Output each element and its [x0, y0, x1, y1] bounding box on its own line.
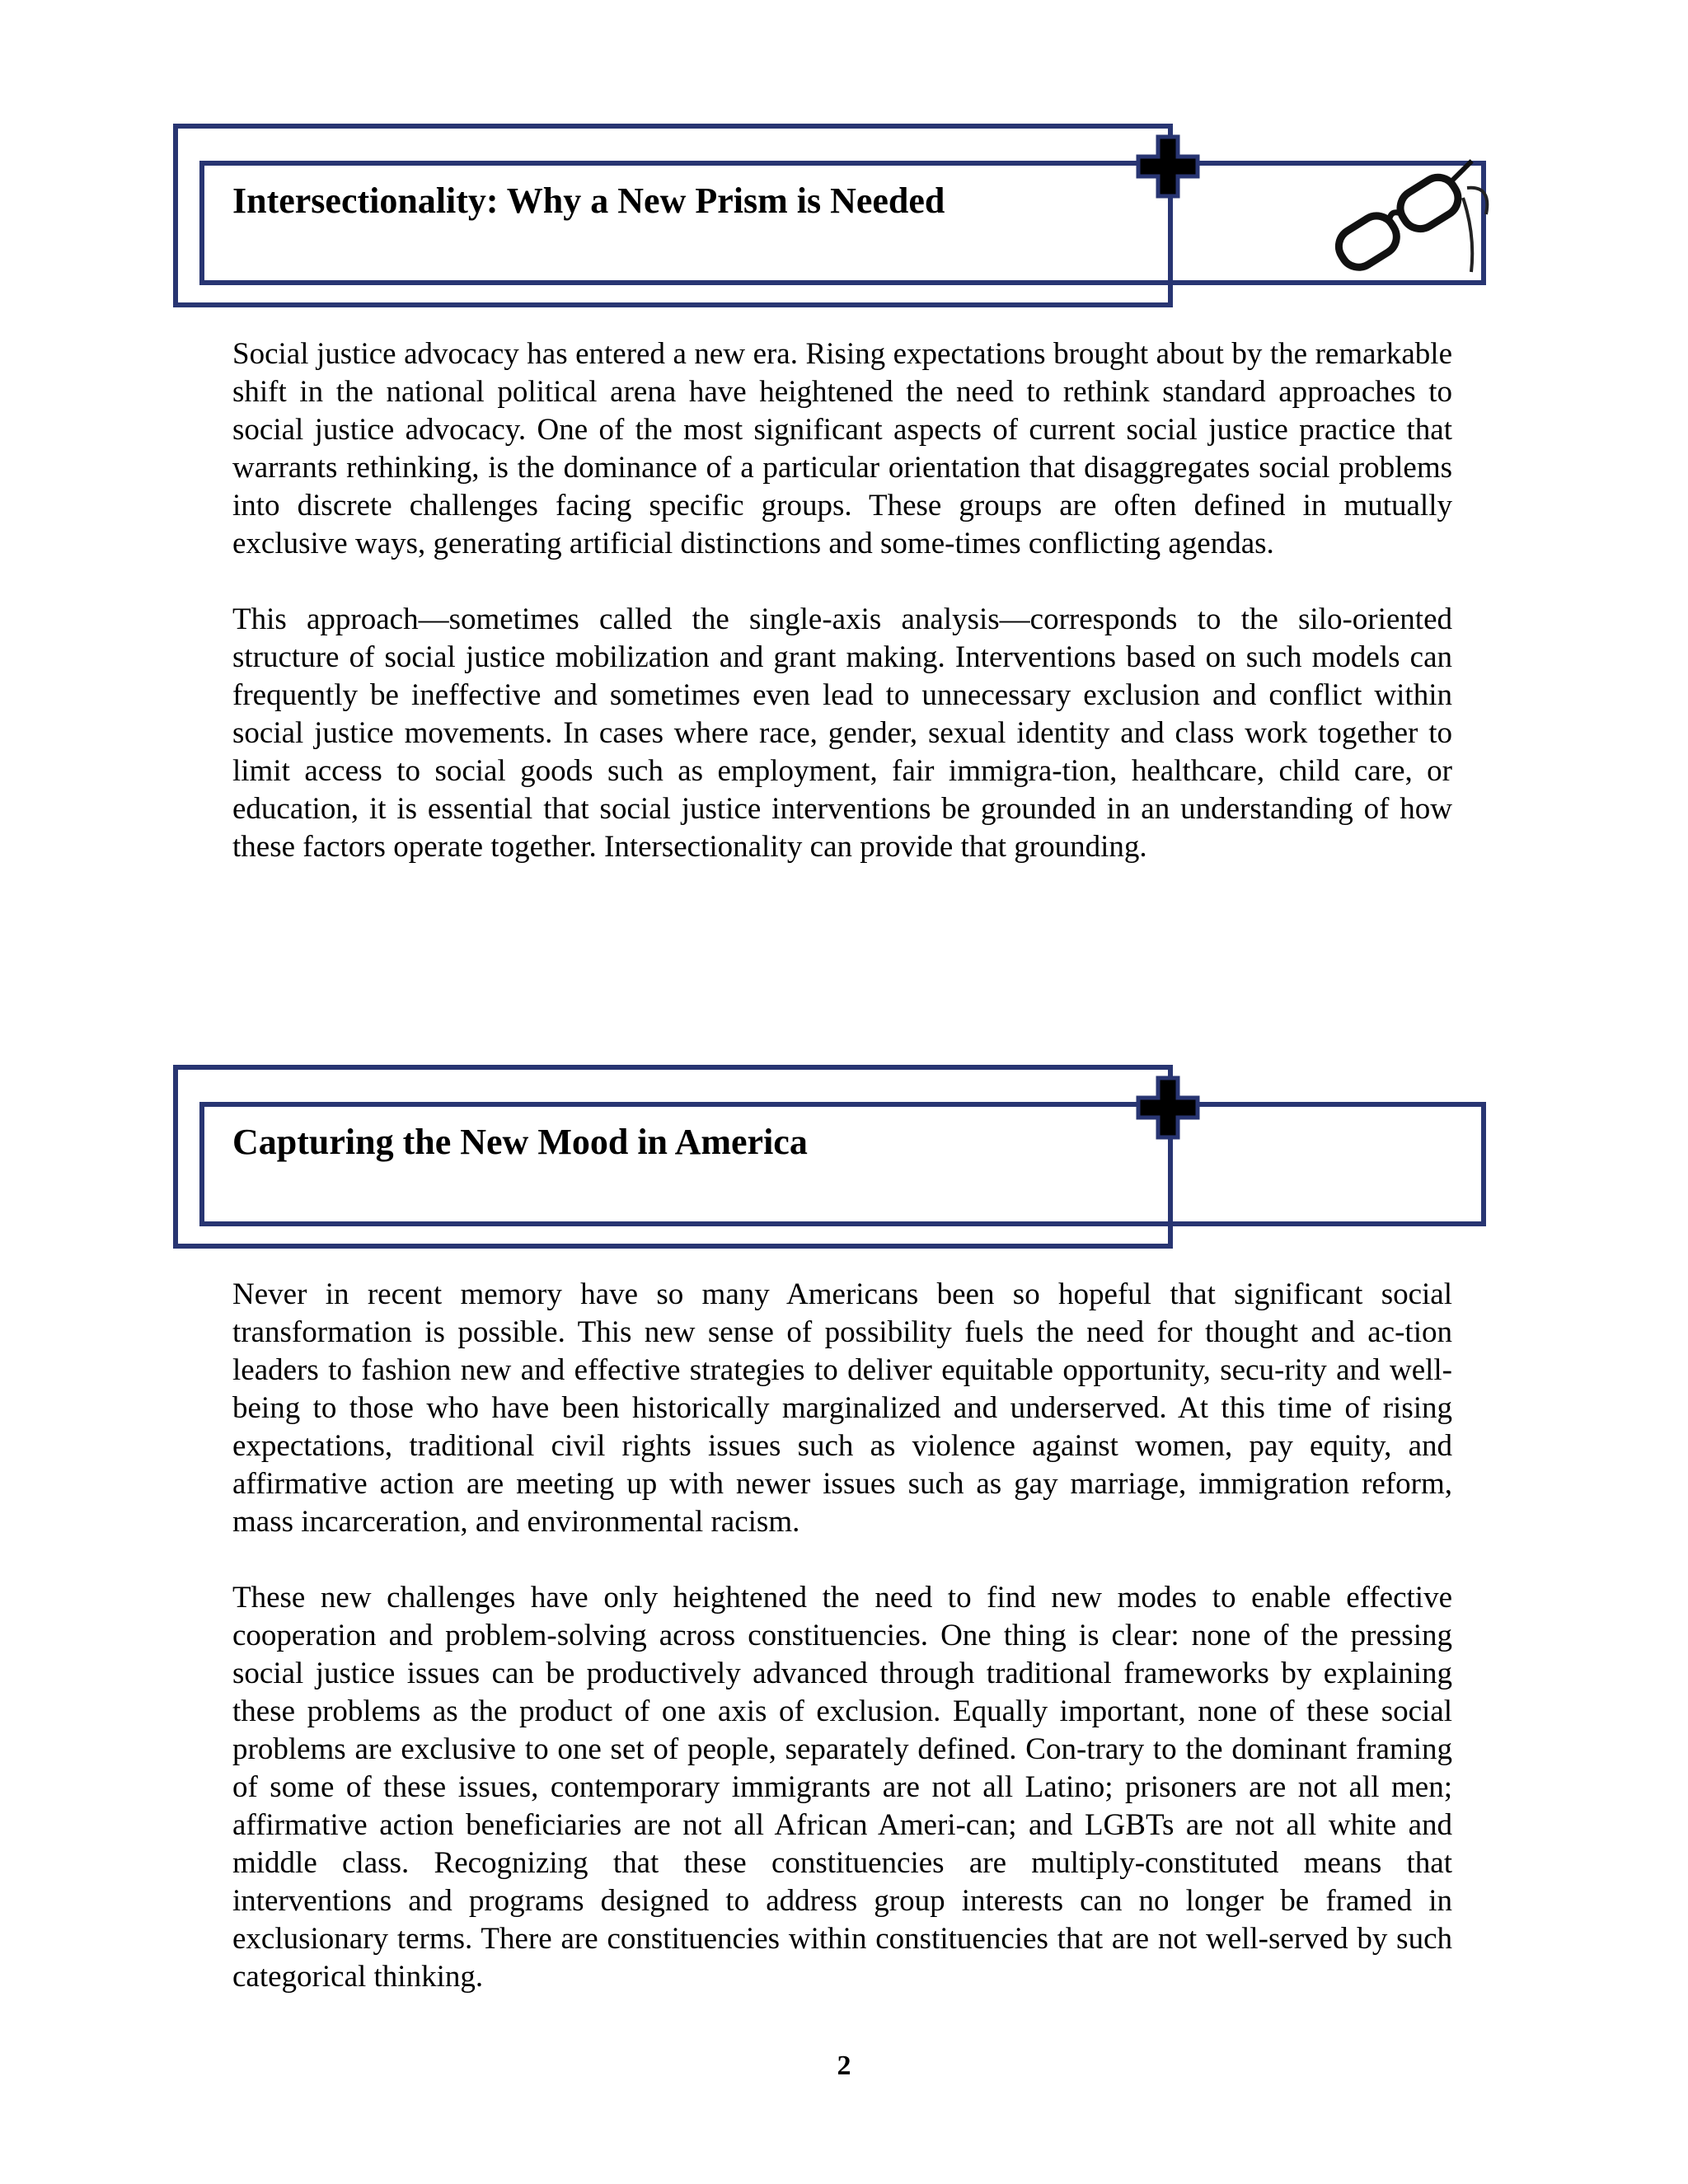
- cross-ornament-icon: [1138, 1078, 1198, 1137]
- section-1-paragraph-1: Social justice advocacy has entered a new era. Rising expectations brought about by the remarkable shift in the national political arena have heightened the need to rethink standard approaches to social justice advocacy. One of the most significant aspects of current social justice practice that warrants rethinking, is the dominance of a particular orientation that disaggregates social problems into discrete challenges facing specific groups. These groups are often defined in mutually exclusive ways, generating artificial distinctions and some-times conflicting agendas.: [232, 337, 1452, 560]
- section-1-heading: Intersectionality: Why a New Prism is Needed: [232, 180, 945, 221]
- section-1-body: [232, 335, 1452, 866]
- cross-ornament-icon: [1138, 137, 1198, 196]
- section-2-paragraph-1: Never in recent memory have so many Americans been so hopeful that significant social transformation is possible. This new sense of possibility fuels the need for thought and ac-tion leaders to fashion new and effective strategies to deliver equitable opportunity, secu-rity and well-being to those who have been historically marginalized and underserved. At this time of rising expectations, traditional civil rights issues such as violence against women, pay equity, and affirmative action are meeting up with newer issues such as gay marriage, immigration reform, mass incarceration, and environmental racism.: [232, 1277, 1452, 1539]
- section-2-body: [232, 1276, 1452, 1996]
- section-2-paragraph-2: These new challenges have only heightened the need to find new modes to enable effective cooperation and problem-solving across constituencies. One thing is clear: none of the pressing social justice issues can be productively advanced through traditional frameworks by explaining these problems as the product of one axis of exclusion. Equally important, none of these social problems are exclusive to one set of people, separately defined. Con-trary to the dominant framing of some of these issues, contemporary immigrants are not all Latino; prisoners are not all men; affirmative action beneficiaries are not all African Ameri-can; and LGBTs are not all white and middle class. Recognizing that these constituencies are multiply-constituted means that interventions and programs designed to address group interests can no longer be framed in exclusionary terms. There are constituencies within constituencies that are not well-served by such categorical thinking.: [232, 1581, 1452, 1994]
- section-1-paragraph-2: This approach—sometimes called the single-axis analysis—corresponds to the silo-oriented structure of social justice mobilization and grant making. Interventions based on such models can frequently be ineffective and sometimes even lead to unnecessary exclusion and conflict within social justice movements. In cases where race, gender, sexual identity and class work together to limit access to social goods such as employment, fair immigra-tion, healthcare, child care, or education, it is essential that social justice interventions be grounded in an understanding of how these factors operate together. Intersectionality can provide that grounding.: [232, 602, 1452, 864]
- page-number: 2: [837, 2050, 851, 2081]
- eyeglasses-icon: [1332, 155, 1489, 274]
- section-2-header: [173, 1065, 1492, 1250]
- section-2-heading: Capturing the New Mood in America: [232, 1122, 808, 1162]
- section-1-header: [173, 124, 1492, 309]
